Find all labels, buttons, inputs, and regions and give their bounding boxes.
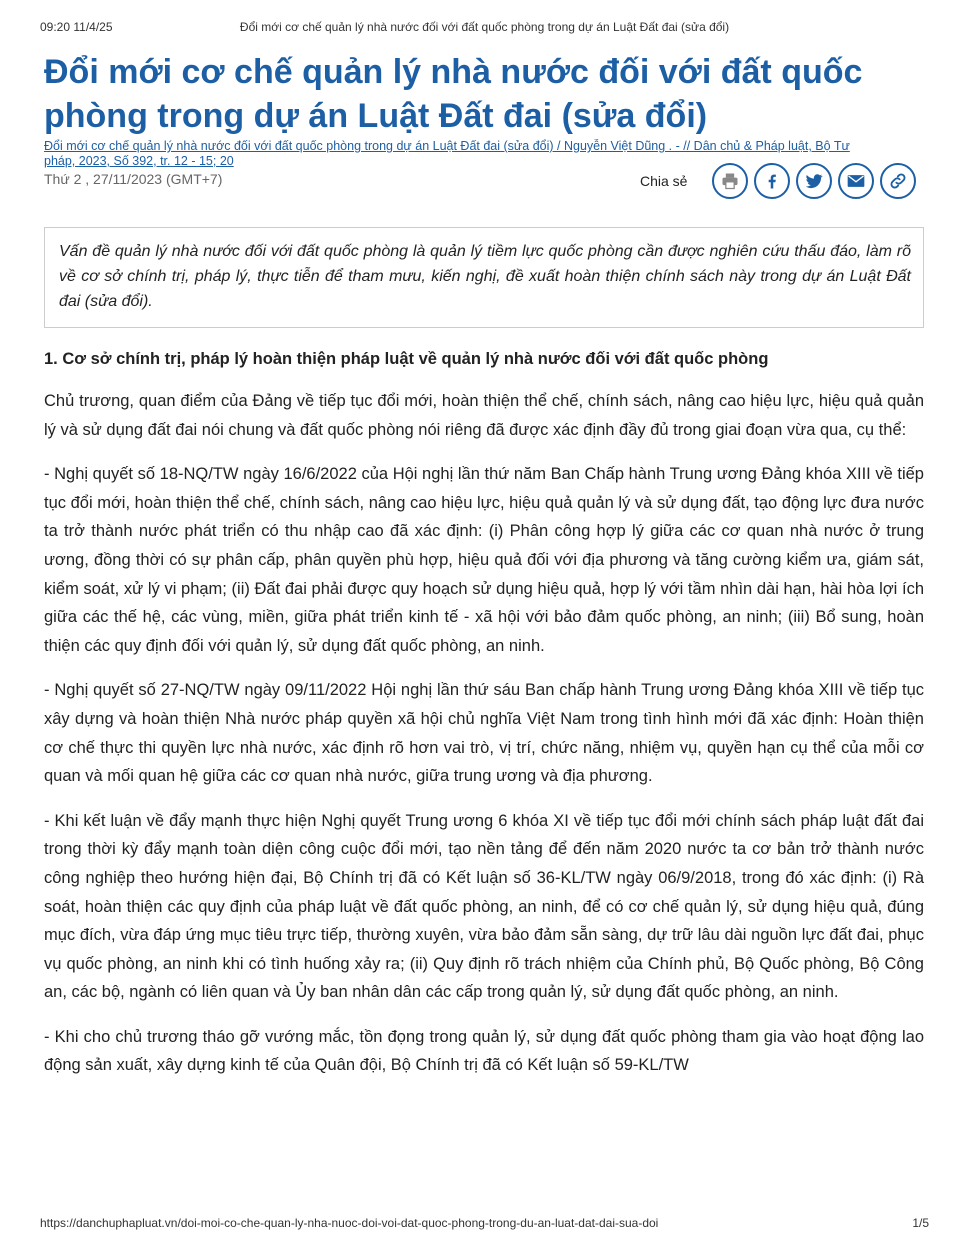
section-heading: 1. Cơ sở chính trị, pháp lý hoàn thiện pháp luật về quản lý nhà nước đối với đất quốc phòng	[44, 350, 769, 368]
publish-date: Thứ 2 , 27/11/2023 (GMT+7)	[44, 171, 223, 187]
copy-link-button[interactable]	[880, 163, 916, 199]
citation-link[interactable]	[44, 139, 964, 169]
article-title: Đổi mới cơ chế quản lý nhà nước đối với đất quốc phòng trong dự án Luật Đất đai (sửa đổi)	[44, 53, 863, 135]
twitter-share-button[interactable]	[796, 163, 832, 199]
link-icon	[888, 171, 908, 191]
body-paragraph: - Nghị quyết số 27-NQ/TW ngày 09/11/2022 Hội nghị lần thứ sáu Ban chấp hành Trung ương Đảng khóa XIII về tiếp tục xây dựng và hoàn thiện Nhà nước pháp quyền xã hội chủ nghĩa Việt Nam trong tình hình mới đã xác định: Hoàn thiện cơ chế thực thi quyền lực nhà nước, xác định rõ hơn vai trò, vị trí, chức năng, nhiệm vụ, quyền hạn cụ thể của mỗi cơ quan và mối quan hệ giữa các cơ quan nhà nước, giữa trung ương và địa phương.	[44, 681, 924, 786]
share-label: Chia sẻ	[640, 173, 688, 189]
page-url: https://danchuphapluat.vn/doi-moi-co-che-quan-ly-nha-nuoc-doi-voi-dat-quoc-phong-trong-du-an-luat-dat-dai-sua-doi	[40, 1216, 659, 1230]
print-button[interactable]	[712, 163, 748, 199]
facebook-share-button[interactable]	[754, 163, 790, 199]
citation-line-2: pháp, 2023, Số 392, tr. 12 - 15; 20	[44, 154, 234, 168]
twitter-icon	[804, 171, 824, 191]
article-body	[44, 345, 924, 1096]
body-paragraph: - Nghị quyết số 18-NQ/TW ngày 16/6/2022 của Hội nghị lần thứ năm Ban Chấp hành Trung ương Đảng khóa XIII về tiếp tục đổi mới, hoàn thiện thể chế, chính sách, nâng cao hiệu lực, hiệu quả quản lý và sử dụng đất, tạo động lực đưa nước ta trở thành nước phát triển có thu nhập cao đã xác định: (i) Phân công hợp lý giữa các cơ quan nhà nước ở trung ương, đồng thời có sự phân cấp, phân quyền phù hợp, hiệu quả đối với địa phương và tăng cường kiểm ưa, giám sát, kiểm soát, xử lý vi phạm; (ii) Đất đai phải được quy hoạch sử dụng hiệu quả, hợp lý với tầm nhìn dài hạn, hài hòa lợi ích giữa các thế hệ, các vùng, miền, giữa phát triển kinh tế - xã hội với bảo đảm quốc phòng, an ninh; (iii) Bổ sung, hoàn thiện các quy định đối với quản lý, sử dụng đất quốc phòng, an ninh.	[44, 465, 924, 655]
body-paragraph: - Khi kết luận về đẩy mạnh thực hiện Nghị quyết Trung ương 6 khóa XI về tiếp tục đổi mới chính sách pháp luật đất đai trong thời kỳ đẩy mạnh toàn diện công cuộc đổi mới, tạo nền tảng để đến năm 2020 nước ta cơ bản trở thành nước công nghiệp theo hướng hiện đại, Bộ Chính trị đã có Kết luận số 36-KL/TW ngày 06/9/2018, trong đó xác định: (i) Rà soát, hoàn thiện các quy định của pháp luật về đất quốc phòng, an ninh, để có cơ chế quản lý, sử dụng hiệu quả, đúng mục đích, vừa đáp ứng mục tiêu trực tiếp, thường xuyên, vừa bảo đảm sẵn sàng, dự trữ lâu dài nguồn lực đất đai, phục vụ quốc phòng, an ninh khi có tình huống xảy ra; (ii) Quy định rõ trách nhiệm của Chính phủ, Bộ Quốc phòng, Bộ Công an, các bộ, ngành có liên quan và Ủy ban nhân dân các cấp trong quản lý, sử dụng đất quốc phòng, an ninh.	[44, 811, 924, 1002]
page-number: 1/5	[912, 1216, 929, 1230]
body-paragraph: Chủ trương, quan điểm của Đảng về tiếp tục đổi mới, hoàn thiện thể chế, chính sách, nâng cao hiệu lực, hiệu quả quản lý và sử dụng đất đai nói chung và đất quốc phòng nói riêng đã được xác định đầy đủ trong giai đoạn vừa qua, cụ thể:	[44, 392, 924, 439]
print-page-title: Đổi mới cơ chế quản lý nhà nước đối với đất quốc phòng trong dự án Luật Đất đai (sửa đổi)	[239, 20, 730, 34]
email-icon	[846, 171, 866, 191]
print-icon	[720, 171, 740, 191]
print-footer	[40, 1216, 929, 1232]
email-share-button[interactable]	[838, 163, 874, 199]
print-timestamp: 09:20 11/4/25	[40, 20, 113, 34]
print-header	[40, 20, 929, 36]
body-paragraph: - Khi cho chủ trương tháo gỡ vướng mắc, tồn đọng trong quản lý, sử dụng đất quốc phòng tham gia vào hoạt động lao động sản xuất, xây dựng kinh tế của Quân đội, Bộ Chính trị đã có Kết luận số 59-KL/TW	[44, 1027, 924, 1075]
facebook-icon	[762, 171, 782, 191]
citation-line-1: Đổi mới cơ chế quản lý nhà nước đối với đất quốc phòng trong dự án Luật Đất đai (sửa đổi) / Nguyễn Việt Dũng . - // Dân chủ & Pháp luật, Bộ Tư	[44, 139, 850, 153]
article-summary: Vấn đề quản lý nhà nước đối với đất quốc phòng là quản lý tiềm lực quốc phòng cần được nghiên cứu thấu đáo, làm rõ về cơ sở chính trị, pháp lý, thực tiễn để tham mưu, kiến nghị, đề xuất hoàn thiện chính sách này trong dự án Luật Đất đai (sửa đổi).	[44, 227, 924, 328]
